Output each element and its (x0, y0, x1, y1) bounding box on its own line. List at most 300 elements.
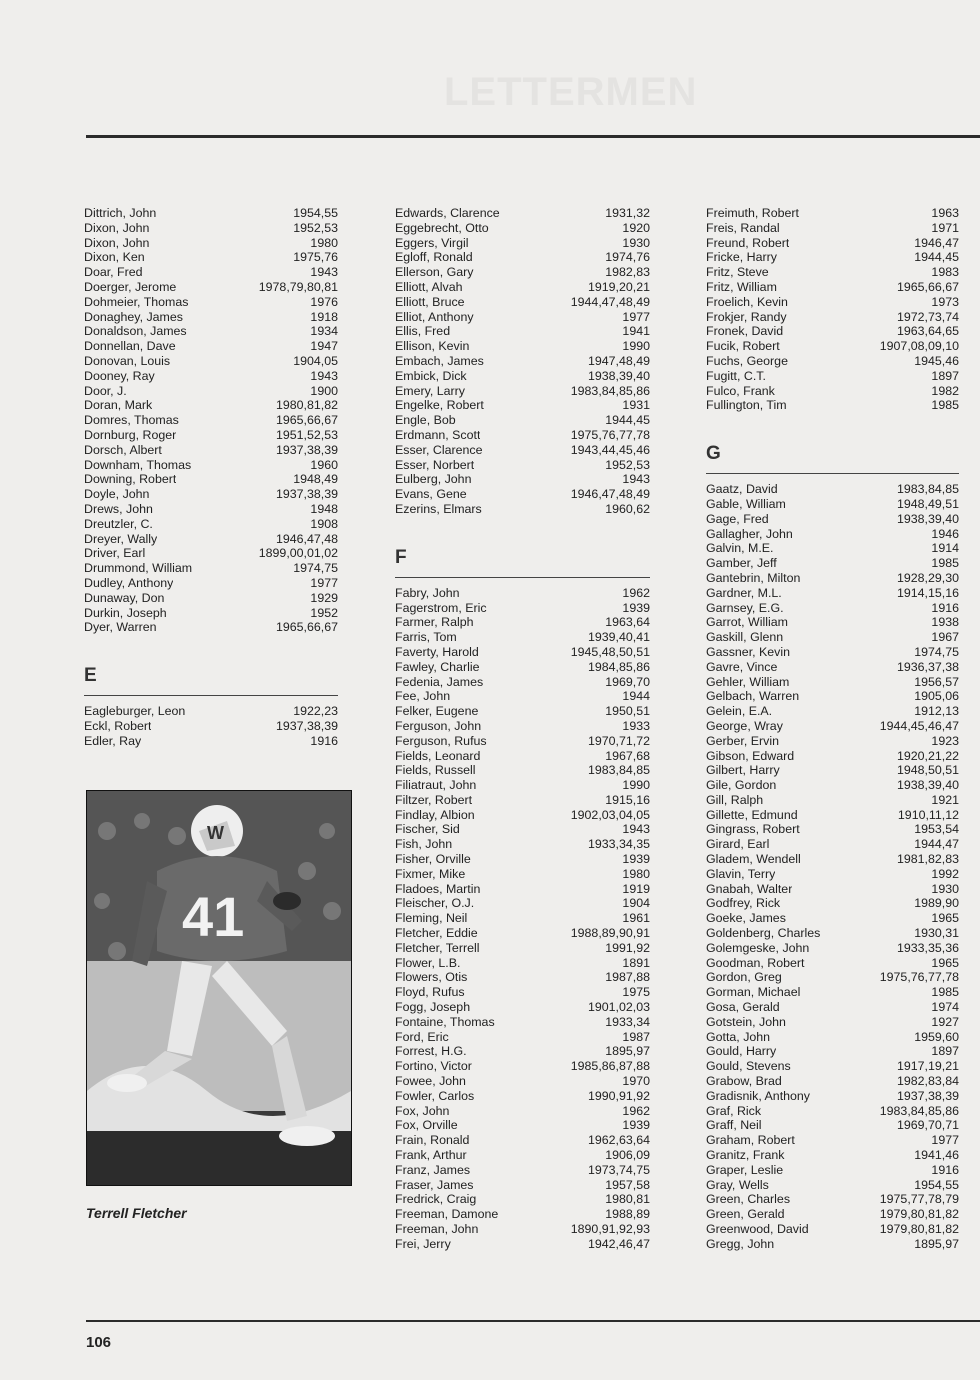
letterman-name: Dorsch, Albert (84, 442, 162, 457)
list-item (84, 339, 338, 354)
list-item (395, 413, 650, 428)
letterman-years: 1975,76,77,78 (570, 427, 650, 442)
list-item (395, 428, 650, 443)
letterman-name: Forrest, H.G. (395, 1044, 467, 1059)
letterman-years: 1951,52,53 (275, 427, 338, 442)
list-item (706, 339, 959, 354)
list-item (706, 265, 959, 280)
letterman-years: 1967,68 (605, 748, 650, 763)
letterman-name: Fontaine, Thomas (395, 1014, 495, 1029)
column-1 (84, 206, 338, 749)
letterman-years: 1963,64,65 (896, 324, 959, 339)
list-item (84, 384, 338, 399)
list-item (706, 763, 959, 778)
letterman-name: Fritz, Steve (706, 265, 769, 280)
letterman-years: 1974 (931, 1000, 959, 1015)
letterman-name: Engle, Bob (395, 413, 456, 428)
letterman-name: Donaghey, James (84, 309, 183, 324)
list-item (395, 1059, 650, 1074)
letterman-years: 1941,46 (914, 1148, 959, 1163)
letterman-years: 1931,32 (605, 206, 650, 220)
letterman-name: Green, Charles (706, 1192, 791, 1207)
list-item (395, 778, 650, 793)
list-item (706, 1074, 959, 1089)
list-item (706, 324, 959, 339)
letterman-years: 1900 (310, 383, 338, 398)
letterman-name: Donnellan, Dave (84, 339, 176, 354)
letterman-years: 1980 (310, 235, 338, 250)
letterman-years: 1902,03,04,05 (570, 807, 650, 822)
letterman-name: Ellis, Fred (395, 324, 451, 339)
letterman-name: Ezerins, Elmars (395, 501, 482, 516)
list-item (706, 1015, 959, 1030)
letterman-years: 1989,90 (914, 896, 959, 911)
letterman-name: Fucik, Robert (706, 339, 780, 354)
letterman-years: 1939 (622, 600, 650, 615)
list-item (706, 512, 959, 527)
letterman-name: Garnsey, E.G. (706, 600, 784, 615)
list-item (395, 1237, 650, 1252)
letterman-years: 1970,71,72 (587, 733, 650, 748)
letterman-years: 1981,82,83 (896, 852, 959, 867)
player-photo-illustration (87, 791, 351, 1185)
list-item (706, 837, 959, 852)
letterman-name: Goeke, James (706, 911, 786, 926)
letterman-name: Gladem, Wendell (706, 852, 801, 867)
letterman-years: 1901,02,03 (587, 1000, 650, 1015)
letterman-years: 1904 (622, 896, 650, 911)
list-item (395, 852, 650, 867)
letterman-name: Graf, Rick (706, 1103, 762, 1118)
list-item (84, 620, 338, 635)
letterman-name: Fox, Orville (395, 1118, 458, 1133)
section-letter-f: F (395, 543, 650, 578)
list-item (84, 413, 338, 428)
letterman-name: Dudley, Anthony (84, 575, 174, 590)
list-item (395, 867, 650, 882)
list-item (395, 704, 650, 719)
letterman-years: 1952,53 (605, 457, 650, 472)
list-item (395, 295, 650, 310)
letterman-name: Filiatraut, John (395, 778, 477, 793)
letterman-name: Fowler, Carlos (395, 1088, 475, 1103)
list-item (84, 250, 338, 265)
letterman-name: Gradisnik, Anthony (706, 1088, 811, 1103)
list-item (395, 280, 650, 295)
list-item (395, 502, 650, 517)
list-item (395, 911, 650, 926)
letterman-years: 1945,46 (914, 353, 959, 368)
letterman-name: Esser, Clarence (395, 442, 483, 457)
letterman-name: Fischer, Sid (395, 822, 460, 837)
letterman-years: 1897 (931, 1044, 959, 1059)
list-item (706, 867, 959, 882)
letterman-years: 1923 (931, 733, 959, 748)
letterman-years: 1938,39,40 (896, 511, 959, 526)
letterman-name: Fields, Russell (395, 763, 476, 778)
list-item (395, 763, 650, 778)
list-item (84, 734, 338, 749)
list-item (395, 837, 650, 852)
letterman-years: 1916 (931, 600, 959, 615)
letterman-name: Fagerstrom, Eric (395, 600, 487, 615)
letterman-years: 1897 (931, 368, 959, 383)
list-item (706, 911, 959, 926)
letterman-name: Frei, Jerry (395, 1236, 451, 1251)
letterman-years: 1937,38,39 (275, 487, 338, 502)
list-item (706, 250, 959, 265)
list-item (706, 615, 959, 630)
letterman-years: 1928,29,30 (896, 570, 959, 585)
list-item (706, 645, 959, 660)
list-item (84, 719, 338, 734)
letterman-name: Fixmer, Mike (395, 866, 466, 881)
letterman-years: 1933,34 (605, 1014, 650, 1029)
list-item (706, 556, 959, 571)
letterman-name: Eggebrecht, Otto (395, 220, 489, 235)
letterman-name: Fugitt, C.T. (706, 368, 766, 383)
letterman-years: 1899,00,01,02 (258, 546, 338, 561)
letterman-years: 1944,45 (605, 413, 650, 428)
list-item (706, 1178, 959, 1193)
letterman-years: 1939,40,41 (587, 630, 650, 645)
letterman-name: Ferguson, John (395, 718, 482, 733)
letterman-years: 1937,38,39 (275, 442, 338, 457)
letterman-years: 1982,83 (605, 265, 650, 280)
letterman-name: Fee, John (395, 689, 451, 704)
letterman-years: 1908 (310, 516, 338, 531)
letterman-years: 1945,48,50,51 (570, 644, 650, 659)
letterman-name: Domres, Thomas (84, 413, 179, 428)
list-item (706, 985, 959, 1000)
letterman-years: 1952 (310, 605, 338, 620)
list-item (84, 221, 338, 236)
letterman-years: 1985 (931, 556, 959, 571)
list-item (84, 532, 338, 547)
letterman-name: Granitz, Frank (706, 1148, 785, 1163)
letterman-years: 1944,45 (914, 250, 959, 265)
letterman-years: 1975,76,77,78 (879, 970, 959, 985)
letterman-name: Gantebrin, Milton (706, 570, 801, 585)
letterman-name: Floyd, Rufus (395, 985, 465, 1000)
letterman-name: Gile, Gordon (706, 778, 777, 793)
list-item (395, 675, 650, 690)
list-item (395, 985, 650, 1000)
list-item (395, 369, 650, 384)
letterman-years: 1929 (310, 590, 338, 605)
list-item (84, 561, 338, 576)
letterman-name: Fox, John (395, 1103, 450, 1118)
letterman-years: 1992 (931, 866, 959, 881)
list-item (395, 1118, 650, 1133)
bottom-rule (86, 1320, 980, 1322)
list-item (84, 428, 338, 443)
letterman-name: Gray, Wells (706, 1177, 769, 1192)
letterman-years: 1974,76 (605, 250, 650, 265)
list-item (84, 324, 338, 339)
letterman-name: Donovan, Louis (84, 353, 171, 368)
letterman-years: 1983,84,85 (587, 763, 650, 778)
letterman-years: 1914,15,16 (896, 585, 959, 600)
list-item (395, 601, 650, 616)
letterman-name: Fulco, Frank (706, 383, 775, 398)
list-item (395, 970, 650, 985)
list-item (395, 1074, 650, 1089)
letterman-name: Emery, Larry (395, 383, 465, 398)
letterman-name: Gillette, Edmund (706, 807, 798, 822)
list-item (395, 808, 650, 823)
list-item (706, 630, 959, 645)
letterman-years: 1944,47 (914, 837, 959, 852)
letterman-years: 1976 (310, 294, 338, 309)
letterman-years: 1960,62 (605, 501, 650, 516)
list-item (706, 970, 959, 985)
list-item (706, 1222, 959, 1237)
list-item (395, 896, 650, 911)
list-item (84, 236, 338, 251)
letterman-years: 1931 (622, 398, 650, 413)
letterman-name: Fedenia, James (395, 674, 484, 689)
list-item (706, 601, 959, 616)
list-item (395, 1030, 650, 1045)
letterman-years: 1953,54 (914, 822, 959, 837)
letterman-years: 1910,11,12 (897, 807, 959, 822)
list-e-cont (395, 206, 650, 517)
list-item (84, 369, 338, 384)
letterman-years: 1962,63,64 (587, 1133, 650, 1148)
letterman-years: 1943 (622, 822, 650, 837)
letterman-years: 1930 (931, 881, 959, 896)
letterman-name: Franz, James (395, 1162, 471, 1177)
list-item (706, 221, 959, 236)
letterman-name: Froelich, Kevin (706, 294, 788, 309)
list-item (706, 310, 959, 325)
letterman-years: 1930,31 (914, 926, 959, 941)
list-item (395, 458, 650, 473)
letterman-years: 1947 (310, 339, 338, 354)
letterman-name: Embach, James (395, 353, 484, 368)
list-item (84, 295, 338, 310)
list-item (395, 719, 650, 734)
letterman-name: Fuchs, George (706, 353, 788, 368)
letterman-name: Egloff, Ronald (395, 250, 473, 265)
list-item (395, 630, 650, 645)
letterman-years: 1937,38,39 (275, 718, 338, 733)
letterman-name: Gable, William (706, 496, 786, 511)
letterman-name: Gingrass, Robert (706, 822, 800, 837)
letterman-years: 1927 (931, 1014, 959, 1029)
list-item (706, 926, 959, 941)
list-item (706, 704, 959, 719)
letterman-name: Drummond, William (84, 561, 193, 576)
letterman-name: Fortino, Victor (395, 1059, 472, 1074)
letterman-years: 1962 (622, 585, 650, 600)
letterman-name: Gehler, William (706, 674, 790, 689)
letterman-years: 1985,86,87,88 (570, 1059, 650, 1074)
list-item (395, 265, 650, 280)
letterman-name: Doyle, John (84, 487, 150, 502)
letterman-years: 1973,74,75 (587, 1162, 650, 1177)
photo-caption: Terrell Fletcher (86, 1205, 187, 1221)
letterman-years: 1933,35,36 (896, 940, 959, 955)
letterman-years: 1920,21,22 (896, 748, 959, 763)
column-2 (395, 206, 650, 1252)
letterman-years: 1983,84,85,86 (879, 1103, 959, 1118)
list-item (84, 472, 338, 487)
list-item (395, 472, 650, 487)
letterman-name: Gerber, Ervin (706, 733, 779, 748)
letterman-years: 1967 (931, 630, 959, 645)
list-item (706, 236, 959, 251)
letterman-name: Gallagher, John (706, 526, 793, 541)
list-item (706, 1059, 959, 1074)
letterman-name: Freis, Randal (706, 220, 780, 235)
list-item (395, 1178, 650, 1193)
letterman-name: Fisher, Orville (395, 852, 471, 867)
list-item (706, 1133, 959, 1148)
letterman-name: Fricke, Harry (706, 250, 777, 265)
letterman-name: Graff, Neil (706, 1118, 762, 1133)
letterman-name: Embick, Dick (395, 368, 467, 383)
top-rule (86, 135, 980, 138)
letterman-years: 1987 (622, 1029, 650, 1044)
letterman-years: 1933 (622, 718, 650, 733)
letterman-years: 1965,66,67 (896, 279, 959, 294)
letterman-name: Garrot, William (706, 615, 788, 630)
letterman-years: 1937,38,39 (896, 1088, 959, 1103)
letterman-name: Doar, Fred (84, 265, 143, 280)
letterman-years: 1947,48,49 (587, 353, 650, 368)
svg-text:W: W (207, 823, 224, 843)
list-item (706, 719, 959, 734)
letterman-years: 1895,97 (914, 1236, 959, 1251)
letterman-years: 1973 (931, 294, 959, 309)
letterman-name: Flower, L.B. (395, 955, 461, 970)
letterman-name: Gotstein, John (706, 1014, 786, 1029)
list-item (395, 793, 650, 808)
letterman-name: Dittrich, John (84, 206, 157, 220)
letterman-years: 1930 (622, 235, 650, 250)
section-letter-e: E (84, 661, 338, 696)
list-item (395, 310, 650, 325)
list-item (706, 1148, 959, 1163)
letterman-years: 1960 (310, 457, 338, 472)
list-item (706, 941, 959, 956)
letterman-name: Gaskill, Glenn (706, 630, 784, 645)
page-header-title: LETTERMEN (444, 70, 698, 114)
letterman-name: Eggers, Virgil (395, 235, 469, 250)
letterman-name: Glavin, Terry (706, 866, 776, 881)
page-number: 106 (86, 1334, 112, 1351)
letterman-name: Findlay, Albion (395, 807, 475, 822)
letterman-name: Fleming, Neil (395, 911, 468, 926)
list-item (706, 527, 959, 542)
letterman-name: Doran, Mark (84, 398, 153, 413)
letterman-name: Fraser, James (395, 1177, 474, 1192)
letterman-years: 1988,89 (605, 1207, 650, 1222)
letterman-years: 1919,20,21 (587, 279, 650, 294)
letterman-name: Fletcher, Eddie (395, 926, 478, 941)
list-item (706, 689, 959, 704)
letterman-name: Farmer, Ralph (395, 615, 474, 630)
letterman-name: Ellerson, Gary (395, 265, 474, 280)
list-item (84, 398, 338, 413)
letterman-name: Dooney, Ray (84, 368, 155, 383)
letterman-years: 1938,39,40 (896, 778, 959, 793)
letterman-name: Fish, John (395, 837, 453, 852)
letterman-years: 1946,47,48 (275, 531, 338, 546)
letterman-years: 1988,89,90,91 (570, 926, 650, 941)
list-item (706, 956, 959, 971)
letterman-name: Elliott, Alvah (395, 279, 463, 294)
letterman-years: 1963,64 (605, 615, 650, 630)
letterman-name: Gould, Stevens (706, 1059, 791, 1074)
letterman-name: Faverty, Harold (395, 644, 479, 659)
letterman-years: 1919 (622, 881, 650, 896)
column-3 (706, 206, 959, 1252)
list-item (395, 882, 650, 897)
list-item (395, 487, 650, 502)
letterman-name: George, Wray (706, 718, 783, 733)
list-item (706, 1000, 959, 1015)
list-item (706, 354, 959, 369)
letterman-name: Gassner, Kevin (706, 644, 791, 659)
letterman-years: 1907,08,09,10 (879, 339, 959, 354)
letterman-years: 1942,46,47 (587, 1236, 650, 1251)
list-item (395, 660, 650, 675)
list-item (395, 822, 650, 837)
letterman-name: Engelke, Robert (395, 398, 484, 413)
letterman-years: 1963 (931, 206, 959, 220)
letterman-years: 1954,55 (914, 1177, 959, 1192)
letterman-name: Dunaway, Don (84, 590, 165, 605)
letterman-years: 1954,55 (293, 206, 338, 220)
letterman-years: 1979,80,81,82 (879, 1207, 959, 1222)
letterman-name: Goodman, Robert (706, 955, 805, 970)
letterman-years: 1978,79,80,81 (258, 279, 338, 294)
letterman-years: 1959,60 (914, 1029, 959, 1044)
list-item (706, 586, 959, 601)
list-item (395, 1044, 650, 1059)
letterman-years: 1921 (931, 792, 959, 807)
letterman-years: 1891 (622, 955, 650, 970)
letterman-name: Gavre, Vince (706, 659, 778, 674)
letterman-name: Grabow, Brad (706, 1074, 782, 1089)
letterman-years: 1922,23 (293, 704, 338, 719)
list-d (84, 206, 338, 635)
list-item (706, 398, 959, 413)
letterman-name: Gould, Harry (706, 1044, 777, 1059)
letterman-name: Gaatz, David (706, 482, 778, 497)
list-item (706, 1030, 959, 1045)
letterman-name: Freeman, John (395, 1222, 479, 1236)
list-item (395, 1163, 650, 1178)
letterman-years: 1975,76 (293, 250, 338, 265)
list-item (395, 236, 650, 251)
letterman-name: Fletcher, Terrell (395, 940, 480, 955)
letterman-name: Ford, Eric (395, 1029, 449, 1044)
letterman-name: Downing, Robert (84, 472, 177, 487)
letterman-years: 1977 (931, 1133, 959, 1148)
list-item (395, 324, 650, 339)
letterman-name: Fritz, William (706, 279, 777, 294)
letterman-years: 1906,09 (605, 1148, 650, 1163)
list-item (84, 502, 338, 517)
list-item (706, 734, 959, 749)
list-item (395, 749, 650, 764)
letterman-years: 1946,47,48,49 (570, 487, 650, 502)
letterman-name: Dornburg, Roger (84, 427, 177, 442)
